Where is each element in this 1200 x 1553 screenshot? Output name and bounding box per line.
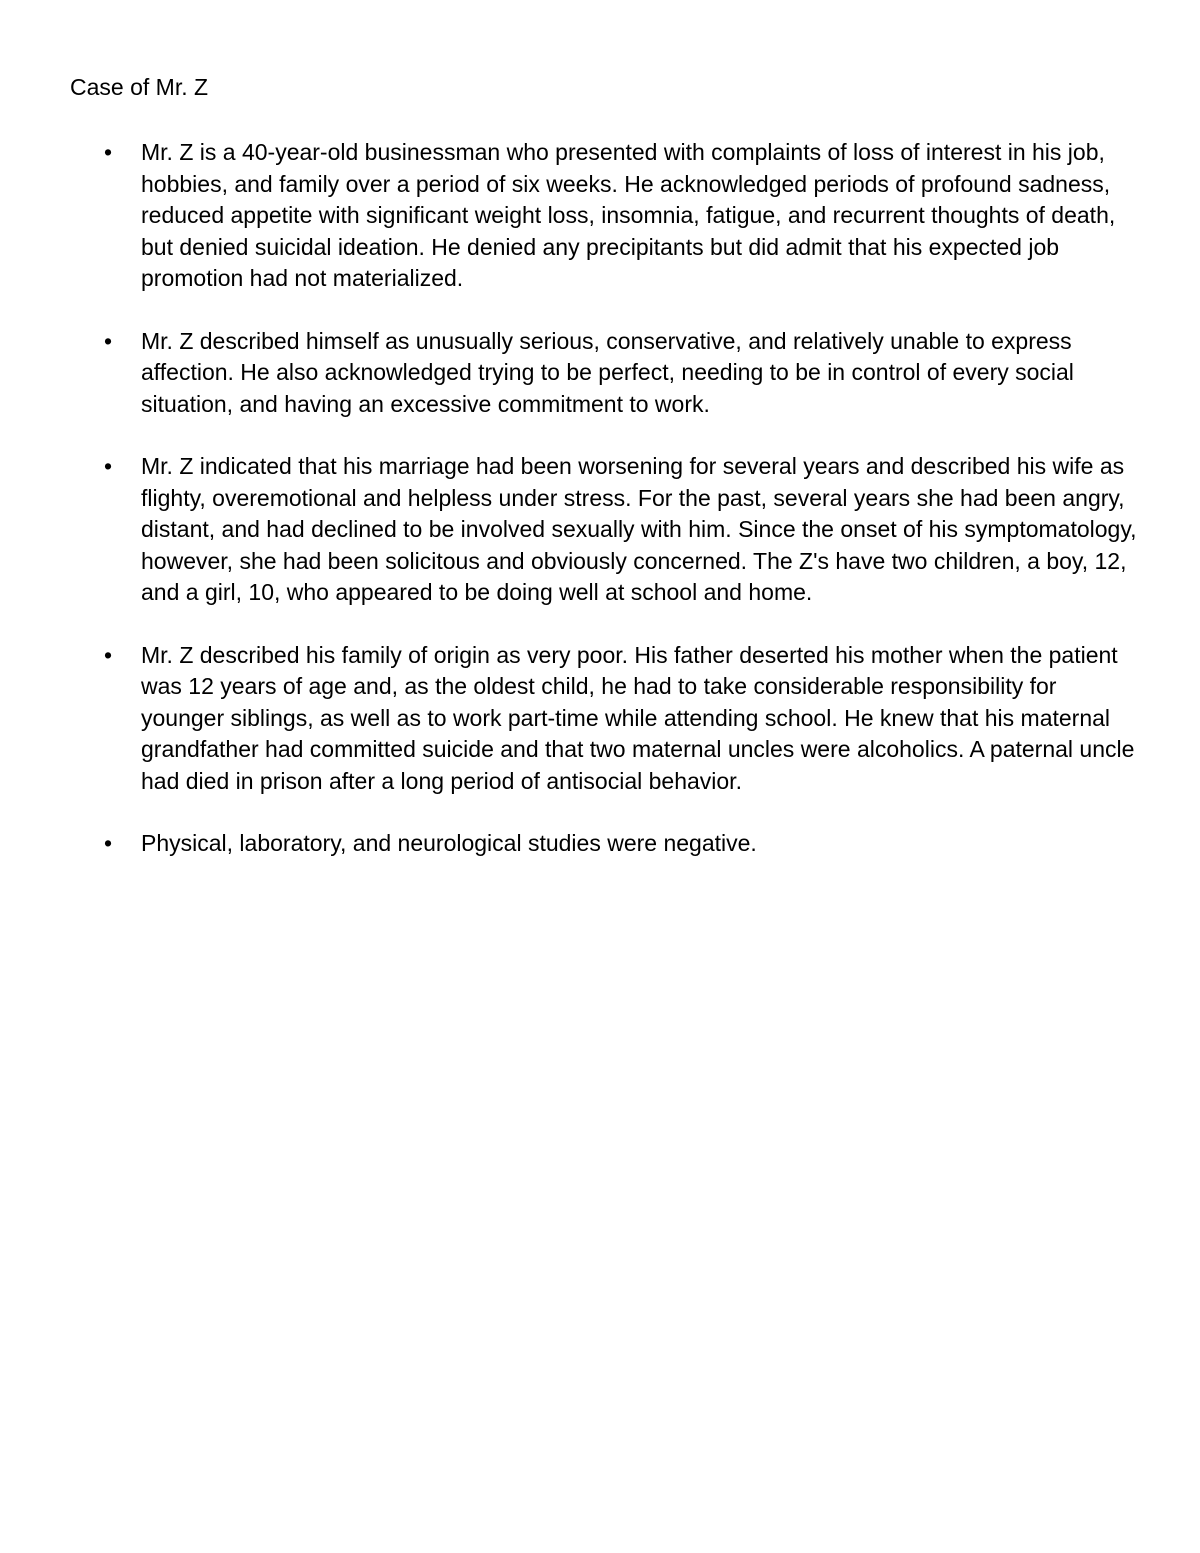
list-item (0, 137, 1200, 295)
family-history-text: Mr. Z described his family of origin as very poor. His father deserted his mother when the patient was 12 years of age and, as the oldest child, he had to take considerable responsibility for younger siblings, as well as to work part-time while attending school. He knew that his maternal grandfather had committed suicide and that two maternal uncles were alcoholics. A paternal uncle had died in prison after a long period of antisocial behavior. (141, 641, 1135, 794)
list-item (0, 640, 1200, 798)
studies-result-text: Physical, laboratory, and neurological studies were negative. (141, 830, 757, 856)
document-title: Case of Mr. Z (70, 74, 209, 100)
bullet-icon: • (104, 453, 113, 479)
list-item (0, 828, 1200, 860)
list-item (0, 326, 1200, 421)
self-description-text: Mr. Z described himself as unusually serious, conservative, and relatively unable to express affection. He also acknowledged trying to be perfect, needing to be in control of every social situation, and having an excessive commitment to work. (141, 327, 1074, 417)
marriage-history-text: Mr. Z indicated that his marriage had been worsening for several years and described his wife as flighty, overemotional and helpless under stress. For the past, several years she had been angry, distant, and had declined to be involved sexually with him. Since the onset of his symptomatology, however, she had been solicitous and obviously concerned. The Z's have two children, a boy, 12, and a girl, 10, who appeared to be doing well at school and home. (141, 453, 1137, 605)
bullet-icon: • (104, 830, 113, 856)
bullet-icon: • (104, 641, 113, 668)
presenting-complaint-text: Mr. Z is a 40-year-old businessman who presented with complaints of loss of interest in his job, hobbies, and family over a period of six weeks. He acknowledged periods of profound sadness, reduced appetite with significant weight loss, insomnia, fatigue, and recurrent thoughts of death, but denied suicidal ideation. He denied any precipitants but did admit that his expected job promotion had not materialized. (141, 139, 1116, 291)
bullet-icon: • (104, 139, 113, 165)
case-bullet-list (0, 137, 1200, 891)
bullet-icon: • (104, 327, 113, 354)
list-item (0, 451, 1200, 609)
